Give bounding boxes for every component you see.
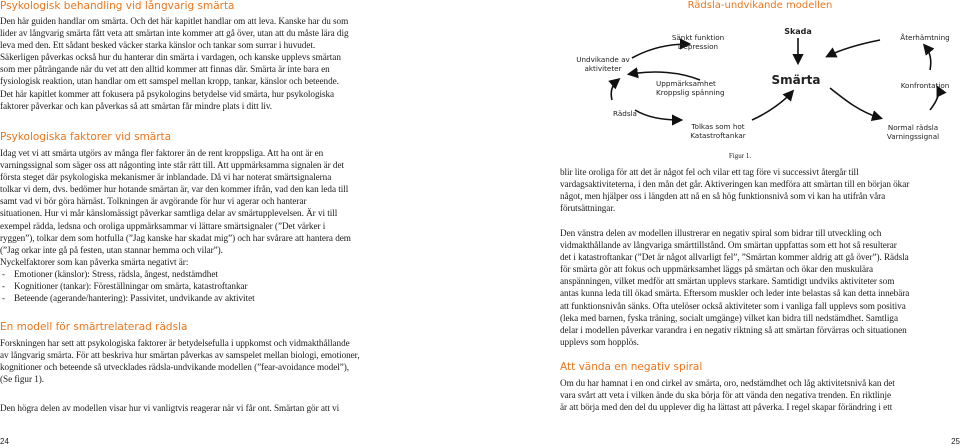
text-line: Den vänstra delen av modellen illustrerar en negativ spiral som bidrar till utveckling och: [560, 228, 882, 238]
text-line: Säkerligen påverkas också hur du hanterar din smärta i vardagen, och kanske upplevs smärtan: [0, 52, 341, 63]
text-line: fysiologisk reaktion, utan handlar om ett samspel mellan kropp, tankar, känslor och beteende.: [0, 76, 339, 87]
text-line: vidmakthållande av långvariga smärttillstånd. Om smärtan uppfattas som ett hot så resulterar: [560, 240, 897, 251]
list-item: - Kognitioner (tankar): Föreställningar om smärta, katastroftankar: [0, 280, 478, 292]
text-line: kognitioner och beteende så utvecklades rädsla-undvikande modellen (”fear-avoidance model”),: [0, 362, 350, 373]
section2-last-line: Den högra delen av modellen visar hur vi vanligtvis reagerar när vi får ont. Smärtan gör att vi: [0, 403, 340, 413]
text-line: för smärta gör att fokus och uppmärksamhet läggs på smärtan och ökar den muskulära: [560, 264, 874, 275]
text-line: faktorer påverkar och kan påverkas så att smärtan får mindre plats i ditt liv.: [0, 100, 273, 111]
text-line: Idag vet vi att smärta utgörs av många fler faktorer än de rent kroppsliga. Att ha ont är en: [0, 148, 324, 158]
text-line: Nyckelfaktorer som kan påverka smärta negativt är:: [0, 256, 189, 267]
section2-paragraph: [0, 337, 478, 385]
text-line: att funktionsnivån sänks. Ofta utelöser också aktiviteter som i vanliga fall upplevs som positiva: [560, 300, 906, 311]
text-line: något, men hjälper oss i längden att nå en så hög funktionsnivå som vi kan ha utifrån våra: [560, 191, 886, 202]
text-line: förutsättningar.: [560, 203, 616, 214]
diagram-title: Rädsla-undvikande modellen: [687, 0, 833, 11]
text-line: delar i modellen påverkar varandra i en negativ riktning så att smärtan förvärras och situationen: [560, 324, 907, 335]
text-line: antas kunna leda till ökad smärta. Eftersom muskler och leder inte belastas så kan detta innebära: [560, 288, 910, 299]
label-tolkas-som-hot: Tolkas som hot Katastroftankar: [690, 122, 746, 140]
label-konfrontation: Konfrontation: [900, 81, 950, 90]
right-paragraph-3: [560, 377, 960, 413]
right-page: [480, 0, 960, 448]
section1-paragraph: [0, 147, 478, 268]
label-normal-radsla: Normal rädsla Varningssignal: [886, 123, 940, 141]
arrow-smarta-to-normal: [830, 88, 880, 118]
text-line: Om du har hamnat i en ond cirkel av smärta, oro, nedstämdhet och låg aktivitetsnivå kan det: [560, 378, 895, 388]
label-skada: Skada: [784, 27, 812, 36]
label-undvikande: Undvikande av aktiviteter: [576, 55, 630, 73]
arrow-konfrontation-to-aterhamtning: [925, 46, 931, 70]
text-line: situationen. Hur vi mår känslomässigt påverkar samtliga delar av smärtupplevelsen. Är vi till: [0, 208, 338, 219]
arrow-radsla-to-undvikande: [611, 80, 618, 100]
page-title: Psykologisk behandling vid långvarig smärta: [0, 0, 235, 12]
text-line: lider av långvarig smärta fått veta att smärtan inte kommer att gå över, utan att du måste lära dig: [0, 28, 349, 39]
text-line: första steget där psykologiska mekanismer är inblandade. Då vi har noterat smärtsignalerna: [0, 172, 332, 183]
text-line: (”Jag orkar inte gå på festen, utan stannar hemma och vilar”).: [0, 244, 223, 255]
text-line: Det här kapitlet kommer att fokusera på psykologins betydelse vid smärta, hur psykologiska: [0, 88, 335, 99]
section-heading-psykologiska-faktorer: Psykologiska faktorer vid smärta: [0, 131, 172, 143]
text-line: av långvarig smärta. För att beskriva hur smärtan påverkas av samspelet mellan biologi, emotioner,: [0, 350, 360, 361]
section-heading-vanda-spiral: Att vända en negativ spiral: [560, 361, 703, 373]
text-line: upplevs som hopplös.: [560, 336, 639, 347]
list-item: - Beteende (agerande/hantering): Passivitet, undvikande av aktivitet: [0, 292, 478, 304]
text-line: (leka med barnen, fyska träning, socialt umgänge) vilket kan bidra till nedstämdhet. Samtliga: [560, 312, 898, 323]
right-paragraph-2: [560, 227, 960, 348]
arrow-aterhamtning-to-smarta: [828, 40, 880, 56]
page-number-right: 25: [951, 437, 960, 446]
text-line: är att börja med den del du upplever dig ha lättast att påverka. I regel skapar förändring i ett: [560, 402, 893, 413]
figure-caption: Figur 1.: [728, 152, 752, 160]
fear-avoidance-diagram: [560, 0, 960, 160]
label-smarta: Smärta: [771, 73, 821, 87]
label-sankt-funktion: Sänkt funktion Depression: [671, 33, 725, 51]
text-line: vara svårt att veta i vilken ände du ska börja för att vända den negativa trenden. En riktlinje: [560, 390, 891, 401]
label-aterhamtning: Återhämtning: [900, 33, 950, 42]
text-line: Den här guiden handlar om smärta. Och det här kapitlet handlar om att leva. Kanske har du som: [0, 16, 349, 26]
right-paragraph-1: [560, 166, 960, 214]
text-line: ryggen”), tolkar dem som hotfulla (”Jag kanske har skadat mig”) och har svårare att hantera dem: [0, 232, 351, 243]
text-line: exempel rädda, ledsna och oroliga uppmärksammar vi lättare smärtsignaler (”Det värker i: [0, 220, 326, 231]
text-line: vardagsaktiviteterna, i den mån det går. Aktiveringen kan medföra att smärtan till en början ökar: [560, 179, 910, 190]
text-line: samt vad vi bör göra härnäst. Tolkningen är avgörande för hur vi agerar och hanterar: [0, 196, 307, 207]
intro-paragraph: [0, 15, 478, 112]
page-number-left: 24: [0, 437, 9, 446]
text-line: (Se figur 1).: [0, 374, 45, 385]
text-line: anspänningen, vilket medför att smärtan upplevs starkare. Samtidigt undviks aktiviteter som: [560, 276, 895, 287]
arrow-normal-to-konfrontation: [930, 88, 939, 110]
key-factors-list: [0, 268, 478, 304]
text-line: det i katastroftankar (”Det är något allvarligt fel”, ”Smärtan kommer aldrig att gå över”). Rädsla: [560, 252, 909, 263]
text-line: Forskningen har sett att psykologiska faktorer är betydelsefulla i uppkomst och vidmakthållande: [0, 338, 350, 348]
label-uppmarksamhet: Uppmärksamhet Kroppslig spänning: [656, 79, 725, 97]
list-item: - Emotioner (känslor): Stress, rädsla, ångest, nedstämdhet: [0, 268, 478, 280]
section-heading-modell: En modell för smärtrelaterad rädsla: [0, 321, 188, 333]
text-line: som mer påträngande när du vet att den alltid kommer att finnas där. Smärta är inte bara en: [0, 64, 330, 75]
text-line: blir lite oroliga för att det är något fel och vilar ett tag före vi successivt återgår till: [560, 167, 859, 177]
arrow-tolkas-to-smarta: [752, 92, 792, 120]
text-line: leva med den. Ett sådant besked väcker starka känslor och tankar som surrar i huvudet.: [0, 40, 316, 51]
label-radsla: Rädsla: [613, 109, 637, 118]
text-line: varningssignal som säger oss att någonting inte står rätt till. Att uppmärksamma signalen är det: [0, 160, 345, 171]
text-line: tolkar vi dem, dvs. bedömer hur hotande smärtan är, var den kommer ifrån, vad den kan leda till: [0, 184, 349, 195]
